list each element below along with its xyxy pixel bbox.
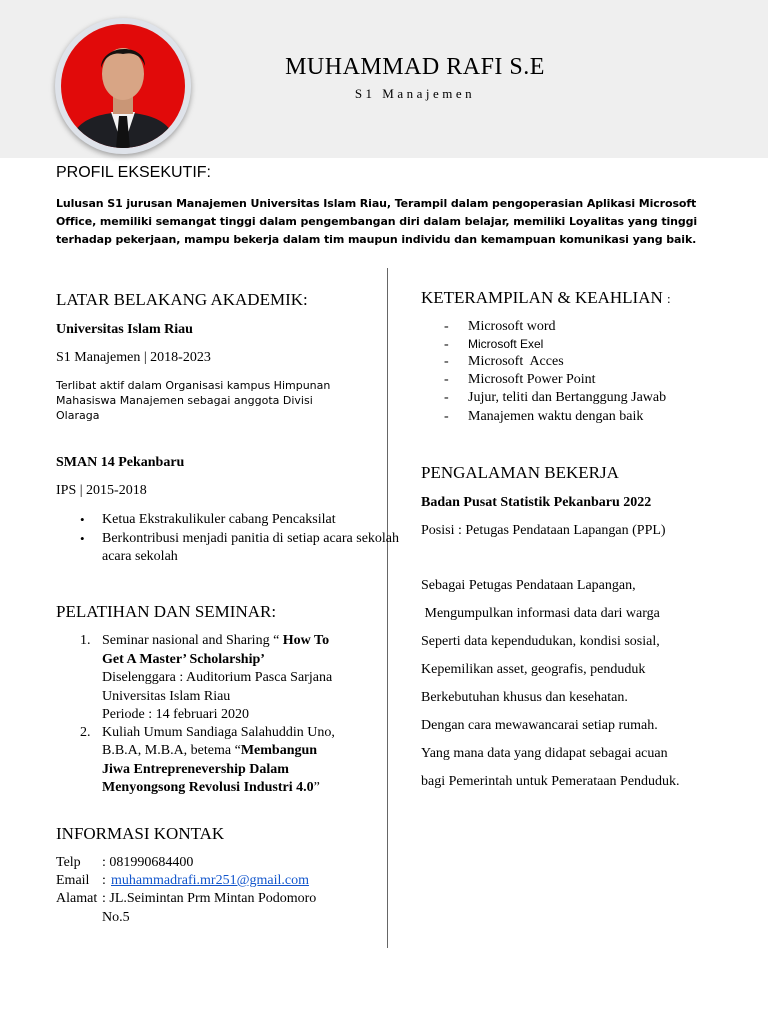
alamat-label: Alamat	[56, 891, 98, 906]
experience-line: Kepemilikan asset, geografis, penduduk	[421, 662, 646, 677]
skill-item: Microsoft Power Point	[468, 372, 596, 387]
bullet-icon: •	[80, 531, 85, 546]
experience-line: Mengumpulkan informasi data dari warga	[421, 606, 660, 621]
training-item-line: Kuliah Umum Sandiaga Salahuddin Uno,	[102, 725, 335, 740]
university-name: Universitas Islam Riau	[56, 322, 193, 337]
dash-icon: -	[444, 372, 449, 387]
training-item-line: Universitas Islam Riau	[102, 689, 231, 704]
list-number: 2.	[80, 725, 91, 740]
school-item: Ketua Ekstrakulikuler cabang Pencaksilat	[102, 512, 336, 527]
skill-item: Manajemen waktu dengan baik	[468, 409, 644, 424]
experience-line: Yang mana data yang didapat sebagai acuan	[421, 746, 668, 761]
school-detail: IPS | 2015-2018	[56, 483, 147, 498]
dash-icon: -	[444, 390, 449, 405]
experience-company: Badan Pusat Statistik Pekanbaru 2022	[421, 495, 652, 510]
person-portrait-icon	[61, 24, 185, 148]
school-item-continued: acara sekolah	[102, 549, 178, 564]
experience-line: Berkebutuhan khusus dan kesehatan.	[421, 690, 628, 705]
alamat-value-continued: No.5	[102, 910, 130, 925]
training-item-line: Seminar nasional and Sharing “ How To	[102, 633, 330, 648]
skills-title: KETERAMPILAN & KEAHLIAN :	[421, 288, 671, 307]
dash-icon: -	[444, 409, 449, 424]
experience-line: Seperti data kependudukan, kondisi sosial,	[421, 634, 660, 649]
skill-item: Jujur, teliti dan Bertanggung Jawab	[468, 390, 667, 405]
skill-item: Microsoft word	[468, 319, 556, 334]
alamat-value: : JL.Seimintan Prm Mintan Podomoro	[102, 891, 317, 906]
dash-icon: -	[444, 354, 449, 369]
training-item-line: B.B.A, M.B.A, betema “Membangun	[102, 743, 318, 758]
university-detail: S1 Manajemen | 2018-2023	[56, 350, 211, 365]
list-number: 1.	[80, 633, 91, 648]
photo-background	[61, 24, 185, 148]
profile-text: Lulusan S1 jurusan Manajemen Universitas Islam Riau, Terampil dalam pengoperasian Aplikasi Microsoft Office, memiliki semangat tinggi dalam pengembangan diri dalam belajar, memiliki Loyalitas yang tinggi terhadap pekerjaan, mampu bekerja dalam tim maupun individu dan kemampuan komunikasi yang baik.	[56, 197, 698, 246]
telp-value: : 081990684400	[102, 855, 194, 870]
telp-label: Telp	[56, 855, 81, 870]
dash-icon: -	[444, 337, 449, 352]
training-item-line: Get A Master’ Scholarship’	[102, 652, 265, 667]
academic-title: LATAR BELAKANG AKADEMIK:	[56, 290, 308, 309]
column-divider	[387, 268, 388, 948]
experience-line: bagi Pemerintah untuk Pemerataan Penduduk.	[421, 774, 680, 789]
experience-title: PENGALAMAN BEKERJA	[421, 463, 619, 482]
training-item-line: Jiwa Entreprenevership Dalam	[102, 762, 289, 777]
experience-line: Dengan cara mewawancarai setiap rumah.	[421, 718, 658, 733]
bullet-icon: •	[80, 512, 85, 527]
school-item: Berkontribusi menjadi panitia di setiap acara sekolah	[102, 531, 400, 546]
person-name: MUHAMMAD RAFI S.E	[285, 54, 545, 80]
profile-photo	[55, 18, 191, 154]
university-note: Terlibat aktif dalam Organisasi kampus Himpunan Mahasiswa Manajemen sebagai anggota Divisi Olaraga	[56, 379, 331, 422]
email-label: Email	[56, 873, 90, 888]
school-name: SMAN 14 Pekanbaru	[56, 455, 185, 470]
skill-item: Microsoft Exel	[468, 337, 544, 351]
skill-item: Microsoft Acces	[468, 354, 564, 369]
email-link[interactable]: muhammadrafi.mr251@gmail.com	[111, 873, 309, 888]
training-title: PELATIHAN DAN SEMINAR:	[56, 602, 277, 621]
experience-position: Posisi : Petugas Pendataan Lapangan (PPL)	[421, 523, 666, 538]
training-item-line: Diselenggara : Auditorium Pasca Sarjana	[102, 670, 333, 685]
training-item-line: Periode : 14 februari 2020	[102, 707, 249, 722]
person-subtitle: S1 Manajemen	[354, 86, 476, 101]
dash-icon: -	[444, 319, 449, 334]
contact-title: INFORMASI KONTAK	[56, 824, 225, 843]
training-item-line: Menyongsong Revolusi Industri 4.0”	[102, 780, 320, 795]
experience-line: Sebagai Petugas Pendataan Lapangan,	[421, 578, 636, 593]
email-separator: :	[102, 873, 106, 888]
profile-title: PROFIL EKSEKUTIF:	[56, 164, 211, 181]
